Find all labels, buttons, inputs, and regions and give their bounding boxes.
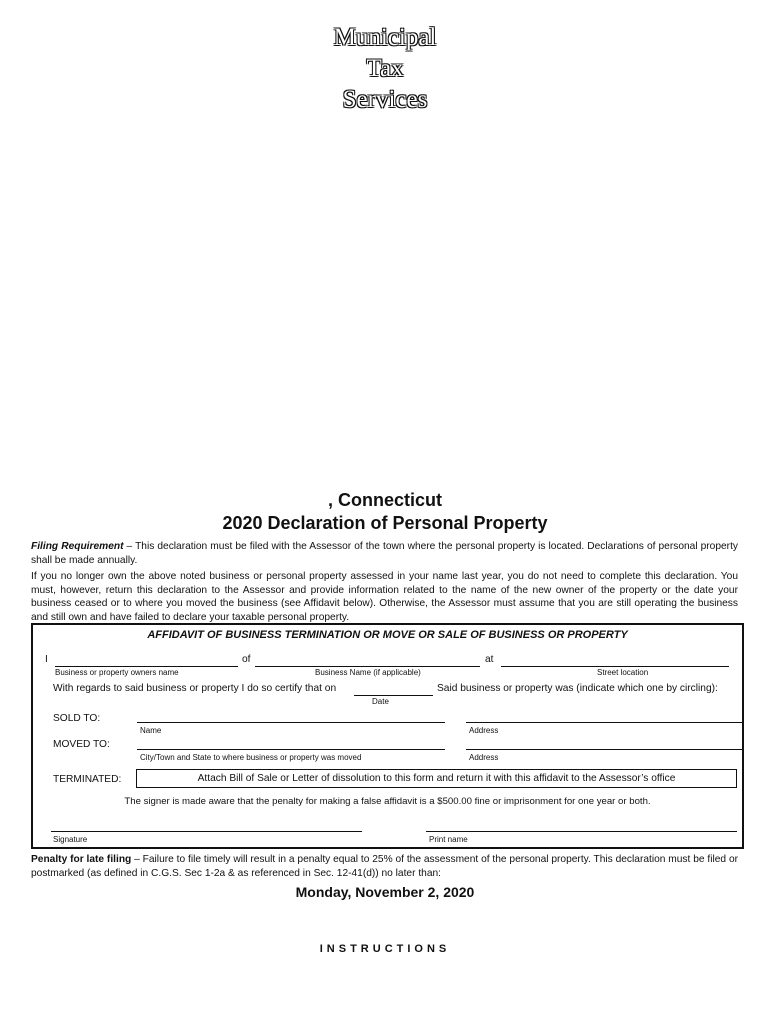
- terminated-label[interactable]: TERMINATED:: [53, 774, 122, 785]
- sold-to-address-field[interactable]: [466, 722, 744, 723]
- false-affidavit-penalty-note: The signer is made aware that the penalty for making a false affidavit is a $500.00 fine or imprisonment for one year or both.: [124, 796, 651, 807]
- late-filing-label: Penalty for late filing: [31, 854, 132, 865]
- date-caption: Date: [372, 697, 389, 706]
- sold-to-label[interactable]: SOLD TO:: [53, 713, 101, 724]
- filing-requirement-label: Filing Requirement: [31, 541, 124, 552]
- sold-to-name-caption: Name: [140, 726, 162, 735]
- owner-name-caption: Business or property owners name: [55, 668, 179, 677]
- filing-requirement-text: – This declaration must be filed with the Assessor of the town where the personal property is located. Declarations of personal property shall be made annually.: [31, 541, 738, 566]
- date-field[interactable]: [354, 695, 433, 696]
- moved-to-label[interactable]: MOVED TO:: [53, 739, 110, 750]
- no-longer-own-paragraph: If you no longer own the above noted business or personal property assessed in your name last year, you do not need to complete this declaration. You must, however, return this declaration to the Assessor and provide information related to the name of the new owner of the property or the date your business ceased or to where you moved the business (see Affidavit below). Otherwise, the Assessor must assume that you are still operating the business and still own and have failed to declare your taxable personal property.: [31, 571, 738, 623]
- signature-caption: Signature: [53, 835, 88, 844]
- affidavit-title: AFFIDAVIT OF BUSINESS TERMINATION OR MOVE OR SALE OF BUSINESS OR PROPERTY: [147, 629, 628, 641]
- moved-to-city-field[interactable]: [137, 749, 445, 750]
- filing-requirement-paragraph: [31, 540, 738, 567]
- late-filing-text: – Failure to file timely will result in a penalty equal to 25% of the assessment of the personal property. This declaration must be filed or postmarked (as defined in C.G.S. Sec 1-2a & as referenced in Sec. 12-41(d)) no later than:: [31, 854, 738, 879]
- moved-to-address-field[interactable]: [466, 749, 744, 750]
- logo-line-2: Tax: [366, 55, 404, 82]
- affidavit-i-label: I: [45, 654, 48, 665]
- town-heading: , Connecticut: [327, 490, 442, 510]
- street-location-field[interactable]: [501, 666, 729, 667]
- business-name-caption: Business Name (if applicable): [315, 668, 421, 677]
- late-filing-paragraph: [31, 853, 738, 880]
- logo-line-1: Municipal: [333, 24, 437, 51]
- signature-field[interactable]: [51, 831, 362, 832]
- certify-circling-text: Said business or property was (indicate which one by circling):: [437, 683, 718, 694]
- sold-to-address-caption: Address: [469, 726, 499, 735]
- print-name-caption: Print name: [429, 835, 468, 844]
- street-location-caption: Street location: [597, 668, 649, 677]
- instructions-heading: INSTRUCTIONS: [319, 943, 451, 955]
- affidavit-of-label: of: [242, 654, 251, 665]
- certify-text: With regards to said business or property I do so certify that on: [53, 683, 337, 694]
- municipal-tax-services-logo: [0, 22, 770, 115]
- moved-to-address-caption: Address: [469, 753, 499, 762]
- owner-name-field[interactable]: [55, 666, 238, 667]
- sold-to-name-field[interactable]: [137, 722, 445, 723]
- moved-to-city-caption: City/Town and State to where business or property was moved: [140, 753, 362, 762]
- page-title: 2020 Declaration of Personal Property: [222, 513, 548, 533]
- terminated-note-box: Attach Bill of Sale or Letter of dissolution to this form and return it with this affidavit to the Assessor’s office: [136, 769, 737, 788]
- filing-deadline: Monday, November 2, 2020: [295, 884, 475, 900]
- logo-line-3: Services: [342, 86, 428, 113]
- business-name-field[interactable]: [255, 666, 480, 667]
- print-name-field[interactable]: [426, 831, 737, 832]
- affidavit-box: [31, 623, 744, 849]
- affidavit-at-label: at: [485, 654, 494, 665]
